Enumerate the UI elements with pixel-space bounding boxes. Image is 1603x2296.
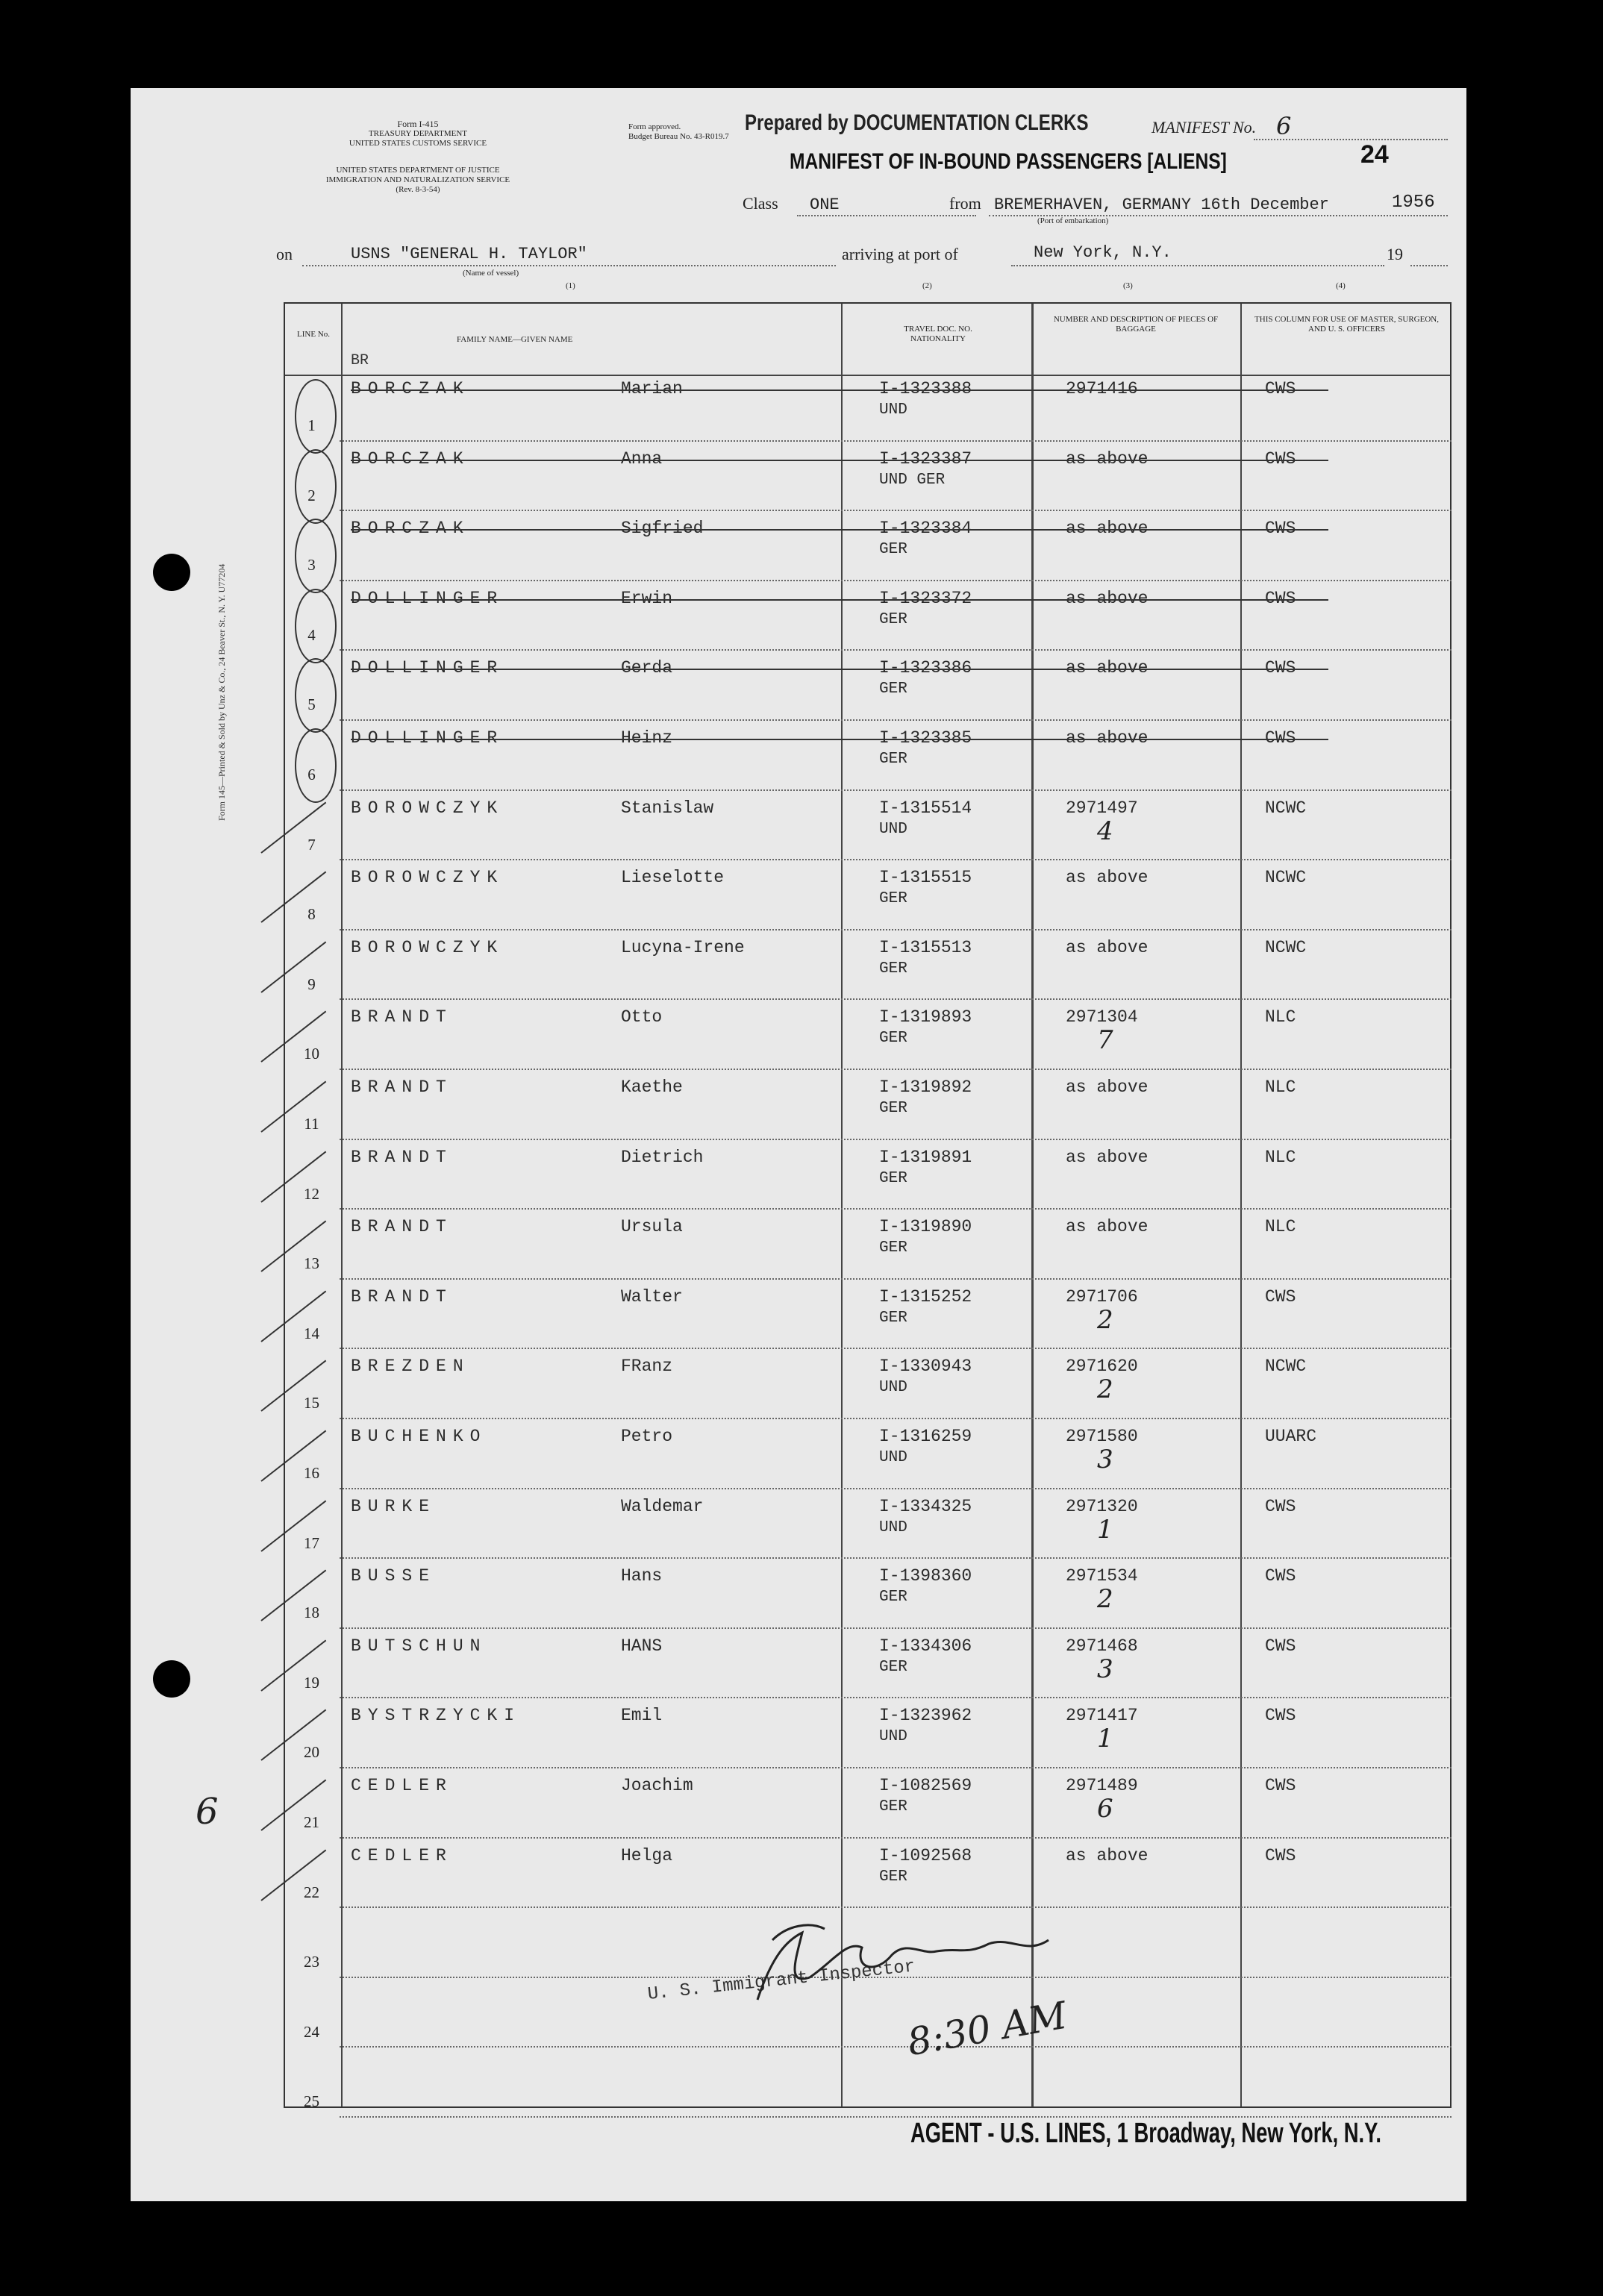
strikethrough xyxy=(351,669,1328,670)
arriving-label: arriving at port of xyxy=(842,245,958,263)
given-name: Otto xyxy=(621,1007,663,1027)
from-label: from xyxy=(949,194,981,213)
family-name: DOLLINGER xyxy=(351,728,504,748)
nationality: GER xyxy=(879,1589,907,1607)
row-divider xyxy=(340,1278,1452,1280)
circle-mark xyxy=(295,379,337,454)
nationality: UND xyxy=(879,1449,907,1466)
agency-code: NCWC xyxy=(1265,868,1307,888)
given-name: Petro xyxy=(621,1427,673,1446)
family-name: CEDLER xyxy=(351,1776,453,1795)
family-name: BYSTRZYCKI xyxy=(351,1706,522,1726)
given-name: Ursula xyxy=(621,1217,683,1237)
strikethrough xyxy=(351,390,1328,391)
form-approval xyxy=(628,122,729,142)
form-header-justice xyxy=(276,166,560,195)
line-number: 23 xyxy=(304,1953,319,1971)
baggage-description: 2971416 xyxy=(1066,379,1138,398)
family-name: BURKE xyxy=(351,1496,437,1516)
line-number: 7 xyxy=(307,835,316,854)
agency-code: CWS xyxy=(1265,1776,1296,1795)
baggage-count: 2 xyxy=(1097,1304,1113,1335)
baggage-count: 4 xyxy=(1097,816,1113,846)
family-name: BRANDT xyxy=(351,1217,453,1237)
line-number: 3 xyxy=(307,556,316,575)
column-divider xyxy=(341,304,343,2106)
nationality: UND GER xyxy=(879,471,946,489)
baggage-description: as above xyxy=(1066,588,1149,608)
dotted-line xyxy=(1011,265,1384,266)
agency-code: CWS xyxy=(1265,379,1296,398)
baggage-description: 2971489 xyxy=(1066,1776,1138,1795)
baggage-count: 1 xyxy=(1097,1724,1113,1754)
given-name: Joachim xyxy=(621,1776,693,1795)
travel-doc-number: I-1319892 xyxy=(879,1077,972,1097)
nationality: GER xyxy=(879,751,907,768)
line-number: 14 xyxy=(304,1324,319,1342)
family-name: BUSSE xyxy=(351,1566,437,1586)
given-name: Waldemar xyxy=(621,1496,704,1516)
row-divider xyxy=(340,1697,1452,1698)
baggage-description: 2971706 xyxy=(1066,1286,1138,1307)
printer-imprint: Form 145—Printed & Sold by Unz & Co., 24 Beaver St., N. Y. U77204 xyxy=(216,563,227,821)
inspector-label: U. S. Immigrant Inspector xyxy=(646,1956,916,2005)
travel-doc-number: I-1334325 xyxy=(879,1496,972,1516)
agency-code: NCWC xyxy=(1265,937,1307,957)
travel-doc-number: I-1323962 xyxy=(879,1706,972,1726)
baggage-description: as above xyxy=(1066,1147,1149,1167)
circle-mark xyxy=(295,658,337,733)
row-divider xyxy=(340,859,1452,860)
baggage-description: as above xyxy=(1066,448,1149,469)
family-name: BORCZAK xyxy=(351,519,470,539)
agency-code: UUARC xyxy=(1265,1427,1317,1446)
row-divider xyxy=(340,649,1452,651)
column-number: (4) xyxy=(1336,281,1346,290)
travel-doc-number: I-1082569 xyxy=(879,1776,972,1795)
row-divider xyxy=(340,440,1452,442)
nationality: UND xyxy=(879,820,907,838)
dept-treasury: TREASURY DEPARTMENT xyxy=(368,129,468,138)
nationality: GER xyxy=(879,1169,907,1187)
family-name: BREZDEN xyxy=(351,1357,470,1377)
row-divider xyxy=(340,1139,1452,1140)
dept-ins: IMMIGRATION AND NATURALIZATION SERVICE xyxy=(325,175,510,184)
family-name: DOLLINGER xyxy=(351,658,504,678)
agency-code: CWS xyxy=(1265,1636,1296,1656)
line-number: 20 xyxy=(304,1743,319,1762)
travel-doc-number: I-1315515 xyxy=(879,868,972,888)
travel-doc-number: I-1334306 xyxy=(879,1636,972,1656)
column-number: (3) xyxy=(1123,281,1133,290)
margin-note: 6 xyxy=(196,1791,219,1833)
port-of-embarkation: BREMERHAVEN, GERMANY 16th December xyxy=(994,195,1329,214)
travel-doc-number: I-1319890 xyxy=(879,1217,972,1237)
time-note: 8:30 AM xyxy=(904,1993,1070,2065)
line-number: 9 xyxy=(307,975,316,993)
punch-hole xyxy=(153,554,190,591)
travel-doc-number: I-1316259 xyxy=(879,1427,972,1446)
travel-doc-number: I-1323384 xyxy=(879,519,972,539)
baggage-description: 2971620 xyxy=(1066,1357,1138,1377)
column-divider xyxy=(841,304,843,2106)
nationality: UND xyxy=(879,1728,907,1746)
nationality: GER xyxy=(879,1239,907,1257)
dotted-line xyxy=(1410,265,1448,266)
given-name: Kaethe xyxy=(621,1077,683,1097)
budget-bureau-line: Budget Bureau No. 43-R019.7 xyxy=(628,132,729,141)
line-number: 25 xyxy=(304,2092,319,2111)
given-name: Heinz xyxy=(621,728,673,748)
row-divider xyxy=(340,1557,1452,1559)
travel-doc-number: I-1319891 xyxy=(879,1147,972,1167)
row-divider xyxy=(340,1208,1452,1210)
family-name: BORCZAK xyxy=(351,448,470,469)
given-name: Helga xyxy=(621,1845,673,1865)
row-divider xyxy=(340,789,1452,791)
approval-line: Form approved. xyxy=(628,122,681,131)
travel-doc-number: I-1330943 xyxy=(879,1357,972,1377)
baggage-description: 2971320 xyxy=(1066,1496,1138,1516)
given-name: Lucyna-Irene xyxy=(621,937,745,957)
nationality: GER xyxy=(879,1100,907,1117)
year: 1956 xyxy=(1392,193,1435,213)
row-divider xyxy=(340,1488,1452,1489)
row-divider xyxy=(340,2046,1452,2048)
row-divider xyxy=(340,1418,1452,1419)
baggage-description: 2971580 xyxy=(1066,1427,1138,1446)
row-divider xyxy=(340,1906,1452,1908)
travel-doc-number: I-1315513 xyxy=(879,937,972,957)
travel-doc-number: I-1323388 xyxy=(879,379,972,398)
nationality: GER xyxy=(879,1868,907,1886)
punch-hole xyxy=(153,1660,190,1698)
line-number: 19 xyxy=(304,1673,319,1692)
agency-code: NLC xyxy=(1265,1217,1296,1237)
line-number: 17 xyxy=(304,1533,319,1552)
agency-code: CWS xyxy=(1265,1845,1296,1865)
header-officers: THIS COLUMN FOR USE OF MASTER, SURGEON, AND U. S. OFFICERS xyxy=(1254,315,1439,334)
given-name: Emil xyxy=(621,1706,663,1726)
row-divider xyxy=(340,510,1452,511)
agent-stamp: AGENT - U.S. LINES, 1 Broadway, New York, N.Y. xyxy=(910,2118,1381,2149)
line-number: 18 xyxy=(304,1604,319,1622)
baggage-description: 2971417 xyxy=(1066,1706,1138,1726)
family-name: CEDLER xyxy=(351,1845,453,1865)
class-value: ONE xyxy=(810,195,840,214)
travel-doc-number: I-1315252 xyxy=(879,1286,972,1307)
given-name: Hans xyxy=(621,1566,663,1586)
family-name: BRANDT xyxy=(351,1286,453,1307)
baggage-count: 3 xyxy=(1097,1654,1113,1684)
page-number: 24 xyxy=(1360,140,1389,169)
port-caption: (Port of embarkation) xyxy=(1037,216,1109,225)
line-number: 6 xyxy=(307,766,316,783)
baggage-description: 2971497 xyxy=(1066,798,1138,818)
class-label: Class xyxy=(743,194,778,213)
strikethrough xyxy=(351,599,1328,601)
baggage-description: 2971534 xyxy=(1066,1566,1138,1586)
row-divider xyxy=(340,1627,1452,1629)
travel-doc-number: I-1323385 xyxy=(879,728,972,748)
header-rule xyxy=(285,375,1450,376)
line-number: 24 xyxy=(304,2022,319,2041)
family-name: BRANDT xyxy=(351,1007,453,1027)
agency-code: CWS xyxy=(1265,728,1296,748)
dotted-line xyxy=(797,215,976,216)
agency-code: CWS xyxy=(1265,588,1296,608)
baggage-description: as above xyxy=(1066,728,1149,748)
line-number: 12 xyxy=(304,1184,319,1203)
baggage-description: 2971304 xyxy=(1066,1007,1138,1027)
travel-doc-number: I-1323372 xyxy=(879,588,972,608)
dept-justice: UNITED STATES DEPARTMENT OF JUSTICE xyxy=(336,166,500,175)
given-name: Gerda xyxy=(621,658,673,678)
nationality: GER xyxy=(879,1030,907,1048)
form-header xyxy=(299,119,537,148)
nationality: GER xyxy=(879,610,907,628)
agency-code: NLC xyxy=(1265,1147,1296,1167)
row-divider xyxy=(340,1767,1452,1768)
agency-code: CWS xyxy=(1265,658,1296,678)
agency-code: CWS xyxy=(1265,1566,1296,1586)
nationality: GER xyxy=(879,960,907,977)
year-prefix: 19 xyxy=(1387,245,1403,263)
family-name: BRANDT xyxy=(351,1077,453,1097)
row-divider xyxy=(340,929,1452,930)
row-divider xyxy=(340,580,1452,581)
header-name: FAMILY NAME—GIVEN NAME xyxy=(457,335,573,344)
given-name: Anna xyxy=(621,448,663,469)
column-divider xyxy=(1031,304,1034,2106)
family-name: BORCZAK xyxy=(351,379,470,398)
header-line-no: LINE No. xyxy=(297,330,330,339)
line-number: 16 xyxy=(304,1464,319,1482)
vessel-name: USNS "GENERAL H. TAYLOR" xyxy=(351,245,587,263)
given-name: Dietrich xyxy=(621,1147,704,1167)
column-divider xyxy=(1240,304,1242,2106)
line-number: 1 xyxy=(307,416,316,434)
family-name: DOLLINGER xyxy=(351,588,504,608)
form-number: Form I-415 xyxy=(397,119,439,129)
line-number: 4 xyxy=(307,625,316,644)
line-number: 11 xyxy=(304,1115,319,1133)
header-baggage: NUMBER AND DESCRIPTION OF PIECES OF BAGGAGE xyxy=(1053,315,1219,334)
line-number: 2 xyxy=(307,486,316,504)
line-number: 22 xyxy=(304,1883,319,1901)
nationality: GER xyxy=(879,1798,907,1815)
given-name: Marian xyxy=(621,379,683,398)
strikethrough xyxy=(351,529,1328,531)
line-number: 8 xyxy=(307,905,316,924)
given-name: Walter xyxy=(621,1286,683,1307)
baggage-description: as above xyxy=(1066,658,1149,678)
baggage-description: as above xyxy=(1066,1845,1149,1865)
family-name: BRANDT xyxy=(351,1147,453,1167)
row-divider xyxy=(340,1069,1452,1070)
nationality: GER xyxy=(879,681,907,698)
arrival-port: New York, N.Y. xyxy=(1034,243,1172,262)
nationality: GER xyxy=(879,1658,907,1676)
row-divider xyxy=(340,719,1452,721)
baggage-description: as above xyxy=(1066,1217,1149,1237)
on-label: on xyxy=(276,245,293,263)
travel-doc-number: I-1319893 xyxy=(879,1007,972,1027)
circle-mark xyxy=(295,519,337,593)
manifest-label: MANIFEST No. xyxy=(1152,118,1257,137)
line-number: 5 xyxy=(307,695,316,714)
agency-code: CWS xyxy=(1265,1286,1296,1307)
agency-code: NLC xyxy=(1265,1007,1296,1027)
agency-code: CWS xyxy=(1265,1496,1296,1516)
nationality: UND xyxy=(879,1518,907,1536)
baggage-description: as above xyxy=(1066,519,1149,539)
circle-mark xyxy=(295,728,337,803)
line-number: 15 xyxy=(304,1394,319,1413)
circle-mark xyxy=(295,589,337,663)
strikethrough xyxy=(351,739,1328,740)
row-divider xyxy=(340,998,1452,1000)
travel-doc-number: I-1092568 xyxy=(879,1845,972,1865)
baggage-description: 2971468 xyxy=(1066,1636,1138,1656)
agency-code: NCWC xyxy=(1265,798,1307,818)
agency-code: CWS xyxy=(1265,448,1296,469)
baggage-count: 3 xyxy=(1097,1445,1113,1474)
line-number: 10 xyxy=(304,1045,319,1063)
travel-doc-number: I-1315514 xyxy=(879,798,972,818)
nationality: GER xyxy=(879,890,907,908)
given-name: Lieselotte xyxy=(621,868,725,888)
form-revision: (Rev. 8-3-54) xyxy=(396,185,440,194)
manifest-title: MANIFEST OF IN-BOUND PASSENGERS [ALIENS] xyxy=(790,149,1227,174)
travel-doc-number: I-1398360 xyxy=(879,1566,972,1586)
agency-code: NCWC xyxy=(1265,1357,1307,1377)
header-travel-doc: TRAVEL DOC. NO. NATIONALITY xyxy=(904,325,972,343)
given-name: FRanz xyxy=(621,1357,673,1377)
family-name: BUTSCHUN xyxy=(351,1636,487,1656)
nationality: GER xyxy=(879,541,907,559)
baggage-count: 2 xyxy=(1097,1374,1113,1405)
strikethrough xyxy=(351,460,1328,461)
dept-customs: UNITED STATES CUSTOMS SERVICE xyxy=(349,139,487,148)
baggage-count: 2 xyxy=(1097,1584,1113,1615)
vessel-caption: (Name of vessel) xyxy=(463,269,519,278)
travel-doc-number: I-1323386 xyxy=(879,658,972,678)
nationality: UND xyxy=(879,1379,907,1397)
dotted-line xyxy=(302,265,836,266)
column-number: (1) xyxy=(566,281,575,290)
given-name: Sigfried xyxy=(621,519,704,539)
agency-code: NLC xyxy=(1265,1077,1296,1097)
family-name: BOROWCZYK xyxy=(351,937,504,957)
agency-code: CWS xyxy=(1265,1706,1296,1726)
family-name: BOROWCZYK xyxy=(351,868,504,888)
baggage-description: as above xyxy=(1066,868,1149,888)
baggage-count: 1 xyxy=(1097,1514,1113,1545)
given-name: Erwin xyxy=(621,588,673,608)
nationality: UND xyxy=(879,401,907,419)
manifest-number: 6 xyxy=(1276,112,1292,140)
circle-mark xyxy=(295,449,337,524)
baggage-description: as above xyxy=(1066,1077,1149,1097)
baggage-description: as above xyxy=(1066,937,1149,957)
family-name: BUCHENKO xyxy=(351,1427,487,1446)
baggage-count: 6 xyxy=(1097,1794,1113,1824)
row-divider xyxy=(340,1348,1452,1349)
row-divider xyxy=(340,1837,1452,1839)
agency-code: CWS xyxy=(1265,519,1296,539)
br-note: BR xyxy=(351,352,369,369)
line-number: 21 xyxy=(304,1813,319,1831)
given-name: Stanislaw xyxy=(621,798,714,818)
prepared-by-stamp: Prepared by DOCUMENTATION CLERKS xyxy=(745,110,1089,135)
line-number: 13 xyxy=(304,1254,319,1273)
travel-doc-number: I-1323387 xyxy=(879,448,972,469)
nationality: GER xyxy=(879,1309,907,1327)
baggage-count: 7 xyxy=(1097,1025,1113,1056)
given-name: HANS xyxy=(621,1636,663,1656)
family-name: BOROWCZYK xyxy=(351,798,504,818)
column-number: (2) xyxy=(922,281,932,290)
